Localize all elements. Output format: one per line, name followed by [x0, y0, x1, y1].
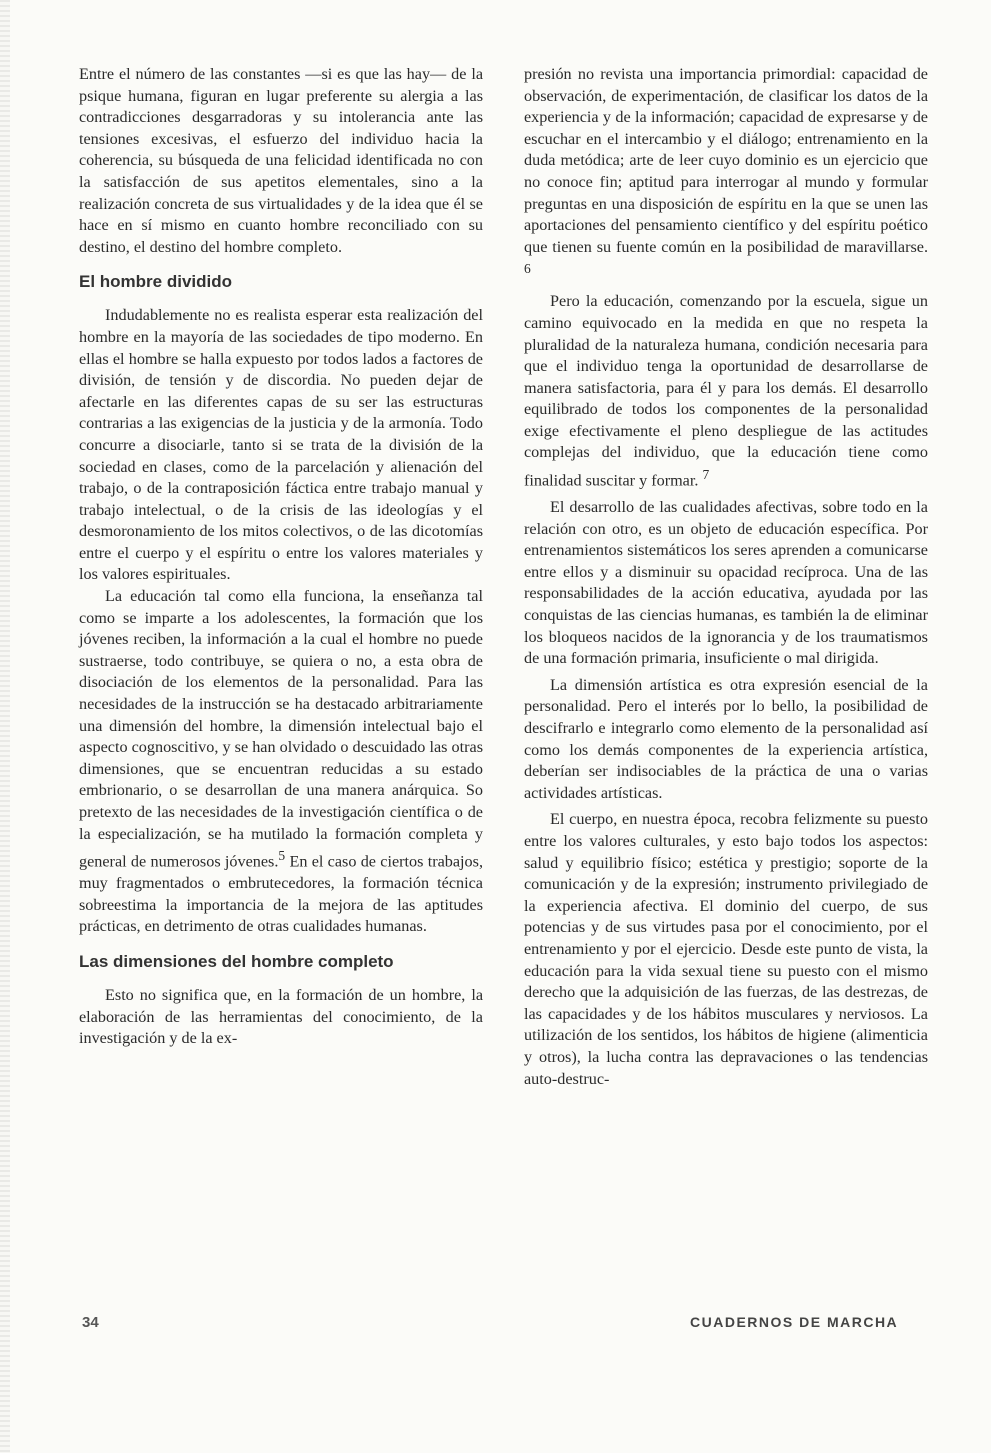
paragraph: El cuerpo, en nuestra época, recobra felizmente su puesto entre los valores culturales, y esto bajo todos los aspectos: salud y equilibrio físico; estética y prestigio; soporte de la comunicación y de la expresión; instrumento privilegiado de la experiencia afectiva. El dominio del cuerpo, de sus potencias y de sus virtudes pasa por el conocimiento, por el entrenamiento y por el ejercicio. Desde este punto de vista, la educación para la vida sexual tiene su puesto con el mismo derecho que la adquisición de las fuerzas, de las destrezas, de las capacidades y de los hábitos musculares y nerviosos. La utilización de los sentidos, los hábitos de higiene (alimenticia y otros), la lucha contra las depravaciones o las tendencias auto-destruc- — [524, 810, 928, 1088]
section-heading: El hombre dividido — [79, 272, 233, 292]
page-number: 34 — [82, 1314, 99, 1331]
paragraph-text: Pero la educación, comenzando por la escuela, sigue un camino equivocado en la medida en que no respeta la pluralidad de la naturaleza humana, condición necesaria para que el individuo tenga la oportunidad de desarrollarse de manera satisfactoria, para él y para los demás. El desarrollo equilibrado de todos los componentes de la personalidad exige efectivamente el pleno despliegue de las actitudes complejas del individuo, que la educación tiene como finalidad suscitar y formar. — [524, 292, 928, 490]
paragraph-text: presión no revista una importancia primordial: capacidad de observación, de experimentación, de clasificar los datos de la experiencia y de la información; capacidad de expresarse y de escuchar en el intercambio y el diálogo; entrenamiento en la duda metódica; arte de leer cuyo dominio es un ejercicio que no conoce fin; aptitud para interrogar al mundo y formular preguntas en una disposición de espíritu en la que se unen las aportaciones del pensamiento científico y del espíritu poético que tienen su fuente común en la posibilidad de maravillarse. — [524, 65, 928, 256]
left-column — [79, 64, 483, 1050]
paragraph — [79, 586, 483, 938]
paragraph: El desarrollo de las cualidades afectivas, sobre todo en la relación con otro, es un objeto de educación específica. Por entrenamientos sistemáticos los seres aprenden a comunicarse entre ellos y a disminuir su opacidad recíproca. Una de las responsabilidades de la acción educativa, ayudada por las conquistas de las ciencias humanas, es también la de eliminar los bloqueos nacidos de la ignorancia y de los traumatismos de una formación primaria, insuficiente o mal dirigida. — [524, 498, 928, 668]
paragraph — [524, 291, 928, 492]
section-heading: Las dimensiones del hombre completo — [79, 951, 394, 971]
footnote-marker: 6 — [524, 261, 531, 277]
paragraph: Indudablemente no es realista esperar esta realización del hombre en la mayoría de las sociedades de tipo moderno. En ellas el hombre se halla expuesto por todos lados a factores de división, de tensión y de discordia. No pueden dejar de afectarle en las diferentes capas de su ser las estructuras contrarias a las exigencias de la justicia y de la armonía. Todo concurre a disociarle, tanto si se trata de la división de la sociedad en clases, como de la parcelación y alienación del trabajo, o de la contraposición fáctica entre trabajo manual y trabajo intelectual, o de la crisis de las ideologías y el desmoronamiento de los mitos colectivos, o de las dicotomías entre el cuerpo y el espíritu o entre los valores materiales y los valores espirituales. — [79, 306, 483, 584]
paragraph: Esto no significa que, en la formación de un hombre, la elaboración de las herramientas del conocimiento, de la investigación y de la ex- — [79, 985, 483, 1048]
footnote-marker: 7 — [702, 467, 710, 483]
footnote-marker: 5 — [278, 848, 286, 864]
right-column — [524, 64, 928, 1090]
paragraph — [524, 64, 928, 286]
paragraph-text: En el caso de ciertos trabajos, muy fragmentados o embrutecedores, la formación técnica sobreestima la importancia de la mejora de las aptitudes prácticas, en detrimento de otras cualidades humanas. — [79, 852, 483, 936]
paragraph-text: La educación tal como ella funciona, la enseñanza tal como se imparte a los adolescentes, la formación que los jóvenes reciben, la información a la cual el hombre no puede sustraerse, todo contribuye, se quiera o no, a esta obra de disociación de los elementos de la personalidad. Para las necesidades de la instrucción se ha destacado arbitrariamente una dimensión del hombre, la dimensión intelectual bajo el aspecto cognoscitivo, y se han olvidado o descuidado las otras dimensiones, que se encuentran reducidas a su estado embrionario, o se desarrollan de una manera anárquica. So pretexto de las necesidades de la investigación científica o de la especialización, se ha mutilado la formación completa y general de numerosos jóvenes. — [79, 587, 483, 871]
paragraph: La dimensión artística es otra expresión esencial de la personalidad. Pero el interés por lo bello, la posibilidad de descifrarlo e integrarlo como elemento de la personalidad así como los demás componentes de la experiencia artística, deberían ser indisociables de la práctica de una o varias actividades artísticas. — [524, 675, 928, 802]
paragraph: Entre el número de las constantes —si es que las hay— de la psique humana, figuran en lugar preferente su alergia a las contradicciones desgarradoras y su intolerancia ante las tensiones excesivas, el esfuerzo del individuo hacia la coherencia, su búsqueda de una felicidad identificada no con la satisfacción de sus apetitos elementales, sino a la realización concreta de sus virtualidades y de la idea que él se hace en sí mismo en cuanto hombre reconciliado con su destino, el destino del hombre completo. — [79, 65, 483, 256]
publication-name: CUADERNOS DE MARCHA — [690, 1314, 899, 1330]
scan-edge — [0, 0, 10, 1453]
